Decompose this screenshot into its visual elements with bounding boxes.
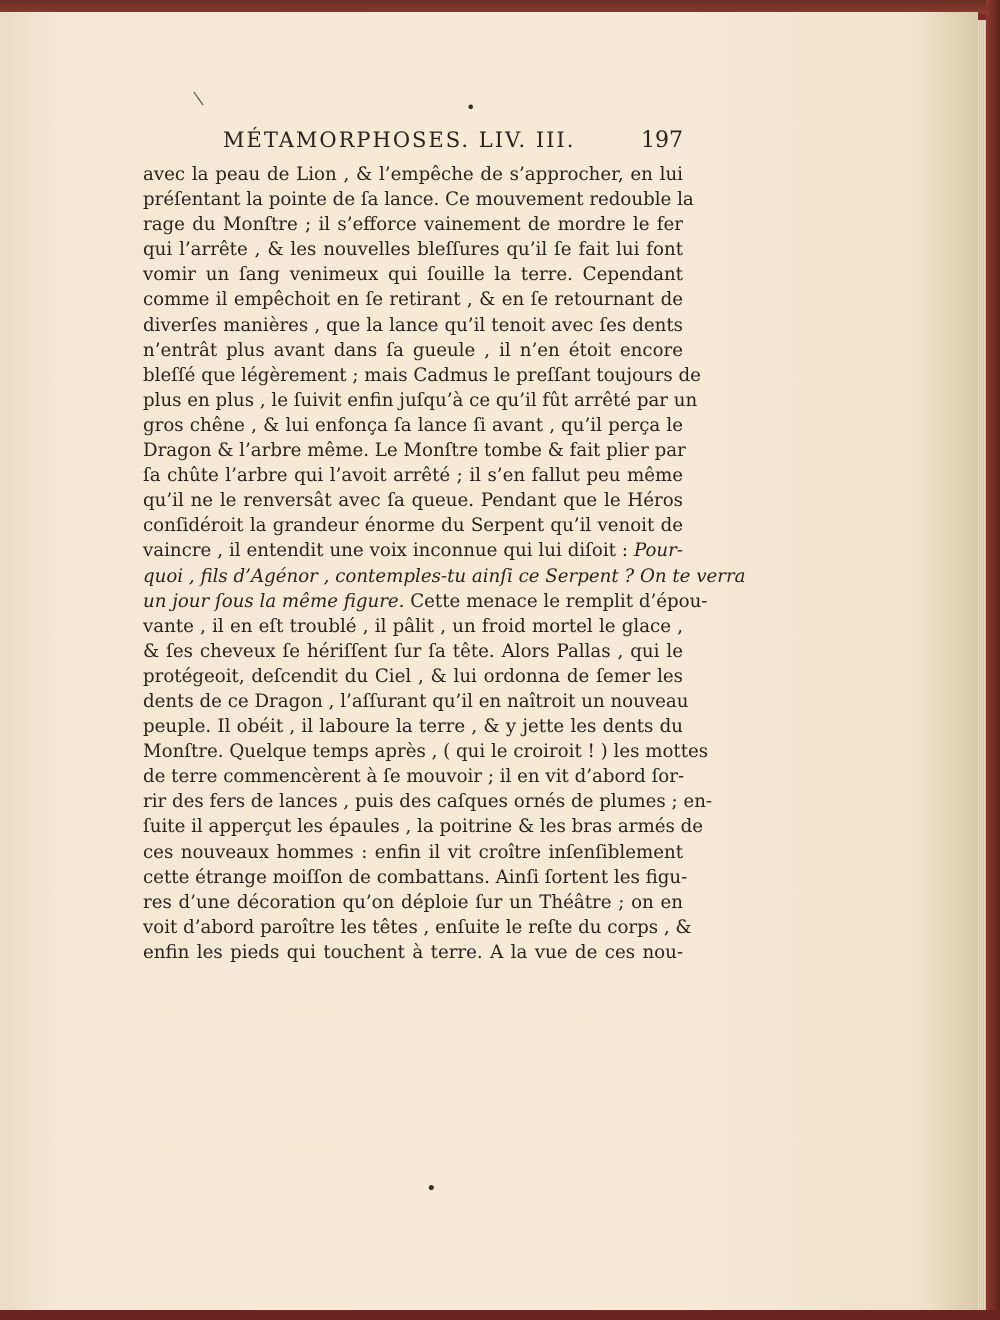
text-line xyxy=(143,789,713,814)
text-line xyxy=(143,714,683,739)
text-line xyxy=(143,564,746,589)
text-line xyxy=(143,614,683,639)
text-segment: dents de ce Dragon , l’aſſurant qu’il en naîtroit un nouveau xyxy=(143,690,689,712)
text-line xyxy=(143,639,683,664)
text-line xyxy=(143,287,683,312)
text-line xyxy=(143,187,694,212)
text-line xyxy=(143,162,683,187)
text-segment: gros chêne , & lui enfonça ſa lance ſi avant , qu’il perça le xyxy=(143,414,683,436)
body-text xyxy=(143,162,746,965)
text-segment: rage du Monſtre ; il s’efforce vainement de mordre le fer xyxy=(143,214,683,236)
ink-mark-top: • xyxy=(466,98,476,117)
text-line xyxy=(143,363,701,388)
text-segment: quoi , fils d’Agénor , contemples-tu ainſi ce Serpent ? On te verra xyxy=(143,565,746,587)
text-line xyxy=(143,664,683,689)
text-line xyxy=(143,915,692,940)
text-segment: Cette menace le remplit d’épou- xyxy=(404,590,708,612)
text-segment: rir des fers de lances , puis des caſques ornés de plumes ; en- xyxy=(143,791,713,813)
text-line xyxy=(143,940,683,965)
text-segment: enfin les pieds qui touchent à terre. A la vue de ces nou- xyxy=(143,941,683,963)
text-segment: de terre commencèrent à ſe mouvoir ; il en vit d’abord ſor- xyxy=(143,766,685,788)
text-segment: Monſtre. Quelque temps après , ( qui le croiroit ! ) les mottes xyxy=(143,741,709,763)
text-segment: conſidéroit la grandeur énorme du Serpent qu’il venoit de xyxy=(143,515,683,537)
page-stack-edge xyxy=(978,20,986,1310)
text-segment: & ſes cheveux ſe hériſſent ſur ſa tête. Alors Pallas , qui le xyxy=(143,640,683,662)
book-cover-bottom-edge xyxy=(0,1310,1000,1320)
text-segment: bleſſé que légèrement ; mais Cadmus le preſſant toujours de xyxy=(143,364,701,386)
text-segment: comme il empêchoit en ſe retirant , & en ſe retournant de xyxy=(143,289,683,311)
text-line xyxy=(143,438,686,463)
text-segment: préſentant la pointe de ſa lance. Ce mouvement redouble la xyxy=(143,189,694,211)
text-line xyxy=(143,764,683,789)
ink-mark-bottom: • xyxy=(426,1178,437,1199)
text-line xyxy=(143,589,708,614)
text-line xyxy=(143,413,683,438)
text-segment: ces nouveaux hommes : enfin il vit croître inſenſiblement xyxy=(143,841,683,863)
text-segment: qui l’arrête , & les nouvelles bleſſures qu’il ſe fait lui font xyxy=(143,239,683,261)
text-line xyxy=(143,313,683,338)
text-segment: cette étrange moiſſon de combattans. Ainſi ſortent les figu- xyxy=(143,866,688,888)
text-line xyxy=(143,689,689,714)
text-segment: vaincre , il entendit une voix inconnue qui lui diſoit : xyxy=(143,540,634,562)
text-segment: voit d’abord paroître les têtes , enſuite le reſte du corps , & xyxy=(143,916,692,938)
text-segment: un jour ſous la même figure. xyxy=(143,590,405,612)
text-segment: vomir un ſang venimeux qui ſouille la terre. Cependant xyxy=(143,264,683,286)
page-number: 197 xyxy=(641,128,683,153)
text-segment: qu’il ne le renversât avec ſa queue. Pendant que le Héros xyxy=(143,490,683,512)
text-segment: plus en plus , le ſuivit enfin juſqu’à ce qu’il fût arrêté par un xyxy=(143,389,698,411)
text-segment: n’entrât plus avant dans ſa gueule , il n’en étoit encore xyxy=(143,339,683,361)
text-line xyxy=(143,739,709,764)
text-line xyxy=(143,338,683,363)
text-line xyxy=(143,262,683,287)
text-line xyxy=(143,840,683,865)
text-line xyxy=(143,488,683,513)
book-cover-right-edge xyxy=(986,0,1000,1320)
running-head-title: MÉTAMORPHOSES. LIV. III. xyxy=(223,128,576,152)
text-line xyxy=(143,890,683,915)
text-line xyxy=(143,814,703,839)
text-segment: res d’une décoration qu’on déploie ſur un Théâtre ; on en xyxy=(143,891,683,913)
text-block xyxy=(143,128,746,965)
text-line xyxy=(143,865,688,890)
text-segment: protégeoit, deſcendit du Ciel , & lui ordonna de ſemer les xyxy=(143,665,683,687)
text-segment: peuple. Il obéit , il laboure la terre , & y jette les dents du xyxy=(143,716,683,738)
ink-mark-slash: | xyxy=(190,88,206,107)
text-segment: ſa chûte l’arbre qui l’avoit arrêté ; il s’en fallut peu même xyxy=(143,465,683,487)
text-line xyxy=(143,388,698,413)
text-segment: vante , il en eſt troublé , il pâlit , un froid mortel le glace , xyxy=(143,615,683,637)
text-line xyxy=(143,538,683,563)
text-segment: ſuite il apperçut les épaules , la poitrine & les bras armés de xyxy=(143,816,703,838)
text-segment: avec la peau de Lion , & l’empêche de s’approcher, en lui xyxy=(143,164,683,185)
text-segment: diverſes manières , que la lance qu’il tenoit avec ſes dents xyxy=(143,314,683,336)
text-segment: Pour- xyxy=(633,540,683,562)
text-line xyxy=(143,463,683,488)
text-line xyxy=(143,237,683,262)
text-line xyxy=(143,212,683,237)
text-line xyxy=(143,513,683,538)
text-segment: Dragon & l’arbre même. Le Monſtre tombe & fait plier par xyxy=(143,440,686,462)
running-head xyxy=(143,128,683,162)
